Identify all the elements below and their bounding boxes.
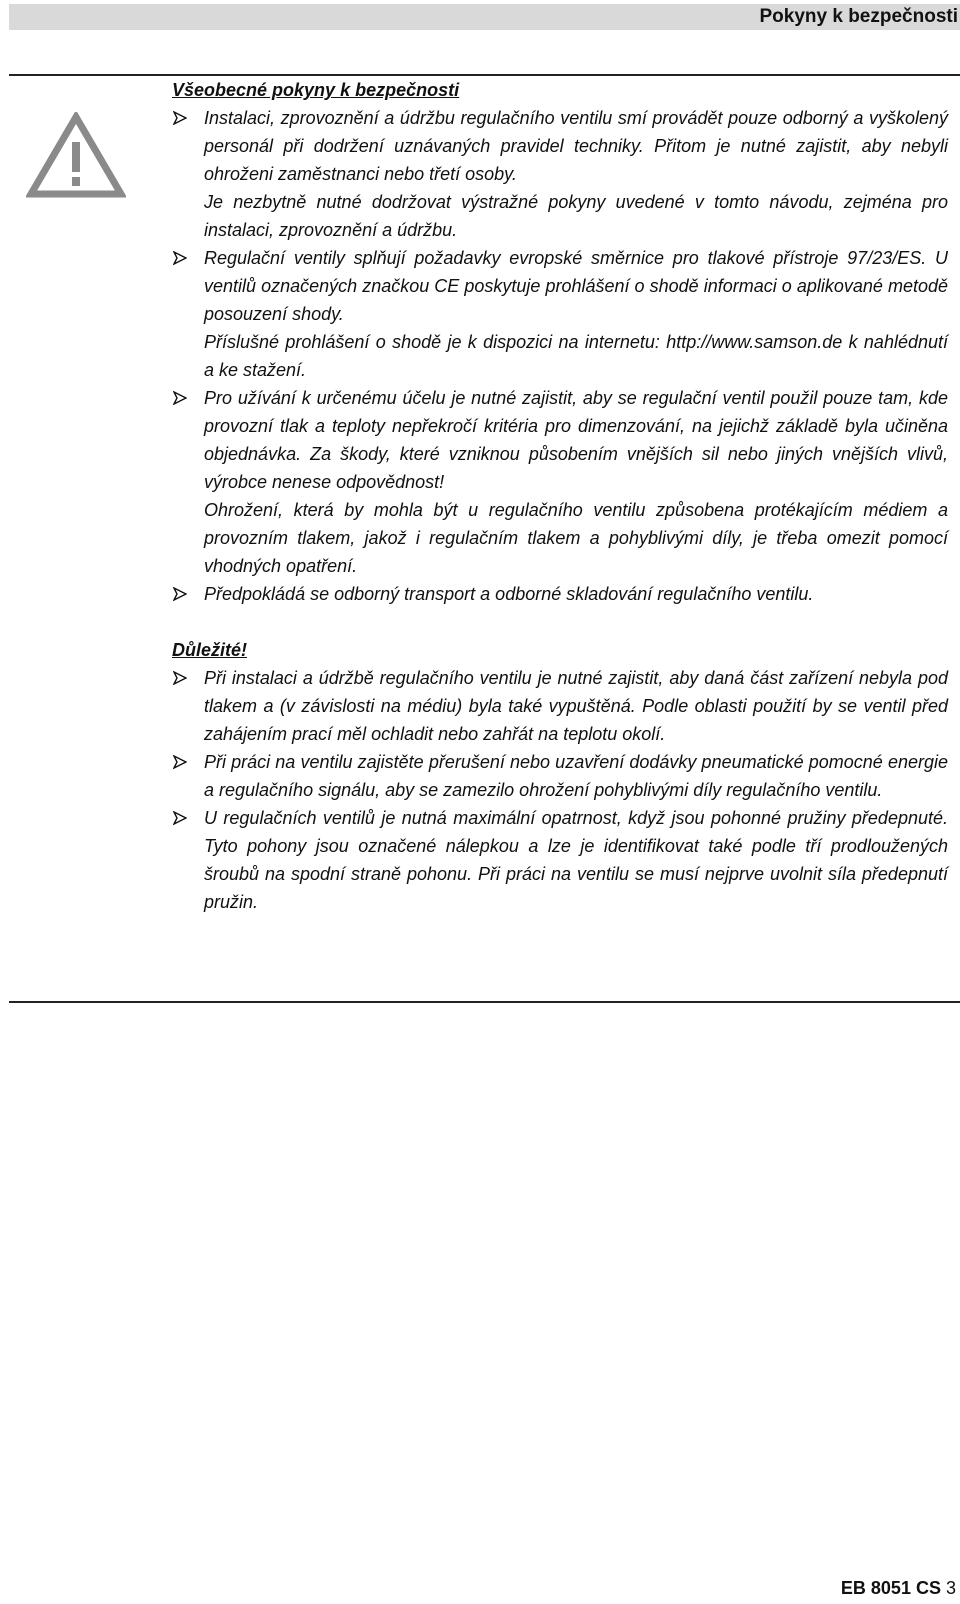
list-item-text: Je nezbytně nutné dodržovat výstražné pokyny uvedené v tomto návodu, zejména pro instalaci, zprovoznění a údržbu.: [204, 192, 948, 240]
arrowhead-bullet-icon: [173, 811, 187, 825]
list-item-text: Pro užívání k určenému účelu je nutné zajistit, aby se regulační ventil použil pouze tam, kde provozní tlak a teploty nepřekročí kritéria pro dimenzování, na jejichž základě byla učiněna objednávka. Za škody, které vzniknou působením vnějších sil nebo jiných vnějších vlivů, výrobce nenese odpovědnost!: [204, 388, 948, 492]
important-heading: Důležité!: [172, 640, 248, 660]
list-item-text: Předpokládá se odborný transport a odborné skladování regulačního ventilu.: [204, 584, 814, 604]
bottom-rule: [9, 1001, 960, 1003]
arrowhead-bullet-icon: [173, 391, 187, 405]
list-item: [172, 804, 948, 916]
list-item: [172, 664, 948, 748]
page-header-title: Pokyny k bezpečnosti: [759, 6, 958, 27]
general-safety-list: [172, 104, 948, 608]
list-item: [172, 104, 948, 244]
list-item-text: Instalaci, zprovoznění a údržbu regulačního ventilu smí provádět pouze odborný a vyškolený personál při dodržení uznávaných pravidel techniky. Přitom je nutné zajistit, aby nebyli ohroženi zaměstnanci nebo třetí osoby.: [204, 108, 948, 184]
page-footer: [841, 1578, 956, 1599]
list-item-text: Příslušné prohlášení o shodě je k dispozici na internetu: http://www.samson.de k nahlédnutí a ke stažení.: [204, 332, 948, 380]
list-item: [172, 384, 948, 580]
list-item-text: Při práci na ventilu zajistěte přerušení nebo uzavření dodávky pneumatické pomocné energie a regulačního signálu, aby se zamezilo ohrožení pohyblivými díly regulačního ventilu.: [204, 752, 948, 800]
arrowhead-bullet-icon: [173, 671, 187, 685]
general-safety-heading: Všeobecné pokyny k bezpečnosti: [172, 80, 460, 100]
list-item-text: U regulačních ventilů je nutná maximální opatrnost, když jsou pohonné pružiny předepnuté. Tyto pohony jsou označené nálepkou a lze je identifikovat také podle tří prodloužených šroubů na spodní straně pohonu. Při práci na ventilu se musí nejprve uvolnit síla předepnutí pružin.: [204, 808, 948, 912]
warning-triangle-icon: [26, 112, 126, 202]
list-item: [172, 748, 948, 804]
arrowhead-bullet-icon: [173, 755, 187, 769]
safety-content: [172, 76, 948, 916]
list-item: [172, 244, 948, 384]
list-item-text: Při instalaci a údržbě regulačního ventilu je nutné zajistit, aby daná část zařízení nebyla pod tlakem a (v závislosti na médiu) byla také vypuštěná. Podle oblasti použití by se ventil před zahájením prací měl ochladit nebo zahřát na teplotu okolí.: [204, 668, 948, 744]
page-header-bar: [9, 4, 960, 30]
document-code: EB 8051 CS: [840, 1578, 941, 1598]
list-item-text: Ohrožení, která by mohla být u regulačního ventilu způsobena protékajícím médiem a provozním tlakem, jakož i regulačním tlakem a pohyblivými díly, je třeba omezit pomocí vhodných opatření.: [204, 500, 948, 576]
list-item: [172, 580, 948, 608]
arrowhead-bullet-icon: [173, 251, 187, 265]
arrowhead-bullet-icon: [173, 111, 187, 125]
arrowhead-bullet-icon: [173, 587, 187, 601]
page-number: 3: [945, 1578, 956, 1598]
important-list: [172, 664, 948, 916]
list-item-text: Regulační ventily splňují požadavky evropské směrnice pro tlakové přístroje 97/23/ES. U ventilů označených značkou CE poskytuje prohlášení o shodě informaci o aplikované metodě posouzení shody.: [204, 248, 948, 324]
